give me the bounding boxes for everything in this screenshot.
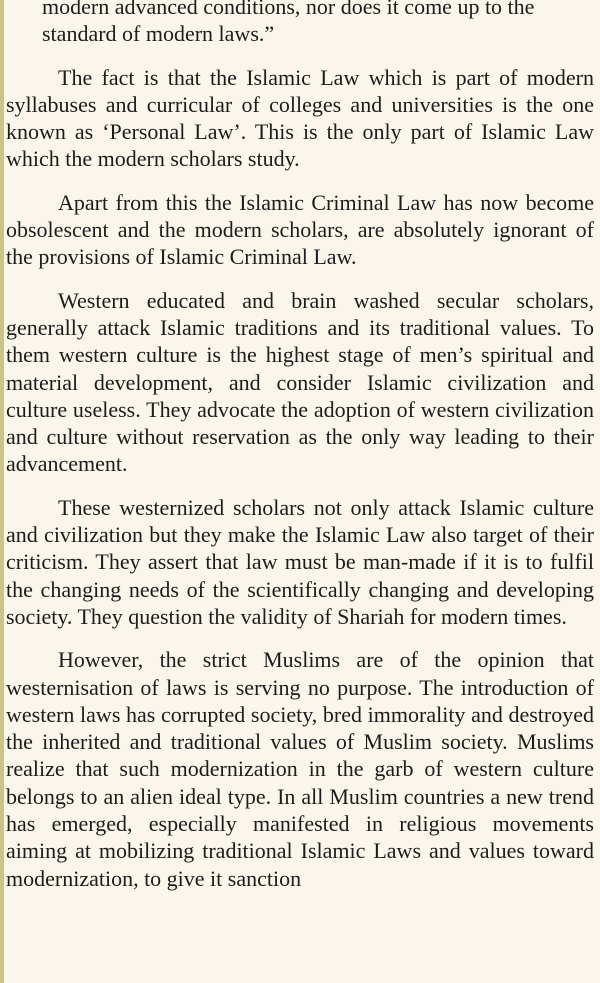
book-page xyxy=(6,0,594,908)
paragraph-strict-muslims: However, the strict Muslims are of the opinion that westernisation of laws is serving no purpose. The introduction of western laws has corrupted society, bred immorality and destroyed the inherited and traditional values of Muslim society. Muslims realize that such modernization in the garb of western culture belongs to an alien ideal type. In all Muslim countries a new trend has emerged, especially manifested in religious movements aiming at mobilizing traditional Islamic Laws and values toward modernization, to give it sanction xyxy=(6,647,594,891)
paragraph-quote-end: modern advanced conditions, nor does it come up to the standard of modern laws.” xyxy=(42,0,535,47)
page-edge-shadow xyxy=(0,0,4,983)
paragraph-western-scholars: Western educated and brain washed secular scholars, generally attack Islamic traditions and its traditional values. To them western culture is the highest stage of men’s spiritual and material development, and consider Islamic civilization and culture useless. They advocate the adoption of western civilization and culture without reservation as the only way leading to their advancement. xyxy=(6,287,594,477)
paragraph-westernized-scholars: These westernized scholars not only attack Islamic culture and civilization but they make the Islamic Law also target of their criticism. They assert that law must be man-made if it is to fulfil the changing needs of the scientifically changing and developing society. They question the validity of Shariah for modern times. xyxy=(6,494,594,629)
paragraph-criminal-law: Apart from this the Islamic Criminal Law has now become obsolescent and the modern scholars, are absolutely ignorant of the provisions of Islamic Criminal Law. xyxy=(6,189,594,270)
paragraph-personal-law: The fact is that the Islamic Law which is part of modern syllabuses and curricular of colleges and universities is the one known as ‘Personal Law’. This is the only part of Islamic Law which the modern scholars study. xyxy=(6,64,594,172)
